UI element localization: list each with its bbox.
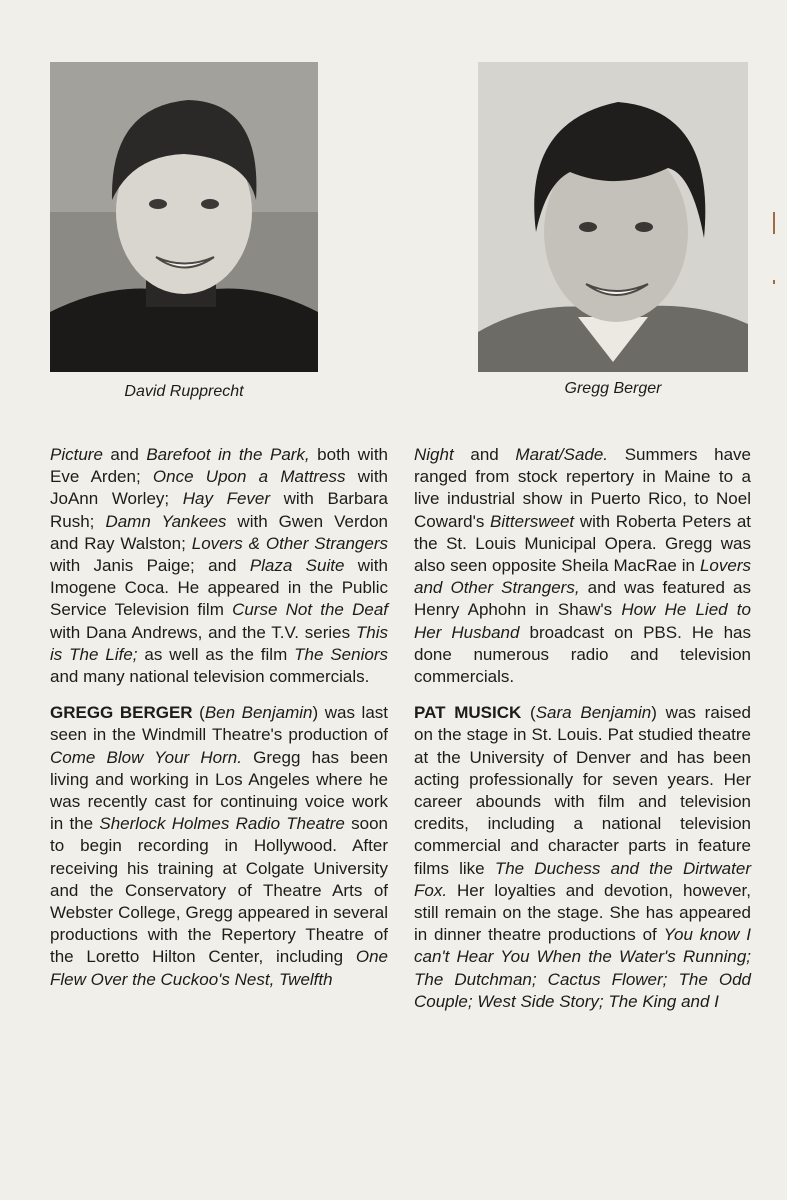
show-title: Lovers and Other Strangers, (414, 556, 751, 598)
text: and was featured as Henry Aphohn in Shaw's (414, 578, 751, 620)
show-title: Marat/Sade. (515, 445, 609, 464)
text: ) was last seen in the Windmill Theatre's production of (50, 703, 388, 745)
show-title: One Flew Over the Cuckoo's Nest, Twelfth (50, 947, 388, 989)
page-edge-mark (773, 212, 775, 234)
show-title: Hay Fever (182, 489, 271, 509)
text: and (102, 445, 147, 464)
text: both with Eve Arden; (50, 445, 388, 487)
text: with Dana Andrews, and the T.V. series (50, 622, 356, 642)
photo-caption: David Rupprecht (124, 383, 244, 400)
text: and many national television commercials. (50, 667, 370, 687)
page-edge-mark (773, 280, 775, 284)
show-title: Once Upon a Mattress (152, 467, 346, 487)
show-title: Bittersweet (490, 511, 575, 531)
text: with Gwen Verdon and Ray Walston; (50, 511, 388, 553)
show-title: The Seniors (294, 644, 388, 664)
show-title: This is The Life; (50, 622, 388, 664)
show-title: Damn Yankees (105, 511, 227, 531)
show-title: Curse Not the Deaf (232, 600, 388, 620)
actor-name: GREGG BERGER (50, 703, 193, 723)
show-title: Lovers & Other Strangers (191, 533, 388, 553)
show-title: You know I can't Hear You When the Water's Running; The Dutchman; Cactus Flower; The Odd Couple; West Side Story; The King and I (414, 925, 751, 1011)
show-title: Sherlock Holmes Radio Theatre (99, 814, 345, 834)
text: with Roberta Peters at the St. Louis Municipal Opera. Gregg was also seen opposite Sheila MacRae in (414, 511, 751, 576)
text: with JoAnn Worley; (50, 467, 388, 509)
show-title: How He Lied to Her Husband (414, 600, 751, 642)
show-title: Plaza Suite (249, 556, 345, 576)
text: as well as the film (137, 644, 295, 664)
text: soon to begin recording in Hollywood. After receiving his training at Colgate University and the Conservatory of Theatre Arts of Webster College, Gregg appeared in several productions with the Repertory Theatre of the Loretto Hilton Center, including (50, 814, 388, 967)
text: with Barbara Rush; (50, 489, 388, 531)
bio-paragraph-pat-musick (414, 702, 751, 1013)
portrait-photo-icon (478, 62, 748, 372)
text: ) was raised on the stage in St. Louis. Pat studied theatre at the University of Denver and has been acting professionally for seven years. Her career abounds with film and television credits, including a national television commercial and character parts in feature films like (414, 703, 751, 878)
photo-david-rupprecht (50, 62, 318, 372)
show-title: Picture (50, 445, 103, 464)
text: ( (521, 703, 536, 723)
text: and (453, 445, 516, 464)
text: with Janis Paige; and (50, 556, 250, 576)
show-title: Come Blow Your Horn. (50, 747, 242, 767)
text: Gregg has been living and working in Los Angeles where he was recently cast for continuing voice work in the (50, 747, 388, 834)
bio-paragraph-gregg-berger-continued (414, 444, 751, 688)
bio-paragraph-david-rupprecht-continued (50, 444, 388, 688)
role-name: Sara Benjamin (535, 703, 652, 723)
photo-gregg-berger (478, 62, 748, 372)
bio-paragraph-gregg-berger (50, 702, 388, 991)
show-title: Night (414, 445, 454, 464)
text: Summers have ranged from stock repertory in Maine to a live industrial show in Puerto Rico, to Noel Coward's (414, 445, 751, 531)
text: broadcast on PBS. He has done numerous radio and television commercials. (414, 622, 752, 687)
show-title: Barefoot in the Park, (146, 445, 310, 464)
portrait-photo-icon (50, 62, 318, 372)
bio-column-right (414, 444, 751, 1013)
show-title: The Duchess and the Dirtwater Fox. (414, 858, 751, 900)
actor-name: PAT MUSICK (414, 703, 522, 723)
text: ( (192, 703, 205, 723)
text: Her loyalties and devotion, however, still remain on the stage. She has appeared in dinner theatre productions of (414, 880, 751, 945)
photo-caption: Gregg Berger (564, 380, 662, 397)
bio-column-left (50, 444, 388, 991)
role-name: Ben Benjamin (204, 703, 313, 723)
text: with Imogene Coca. He appeared in the Public Service Television film (50, 556, 388, 620)
